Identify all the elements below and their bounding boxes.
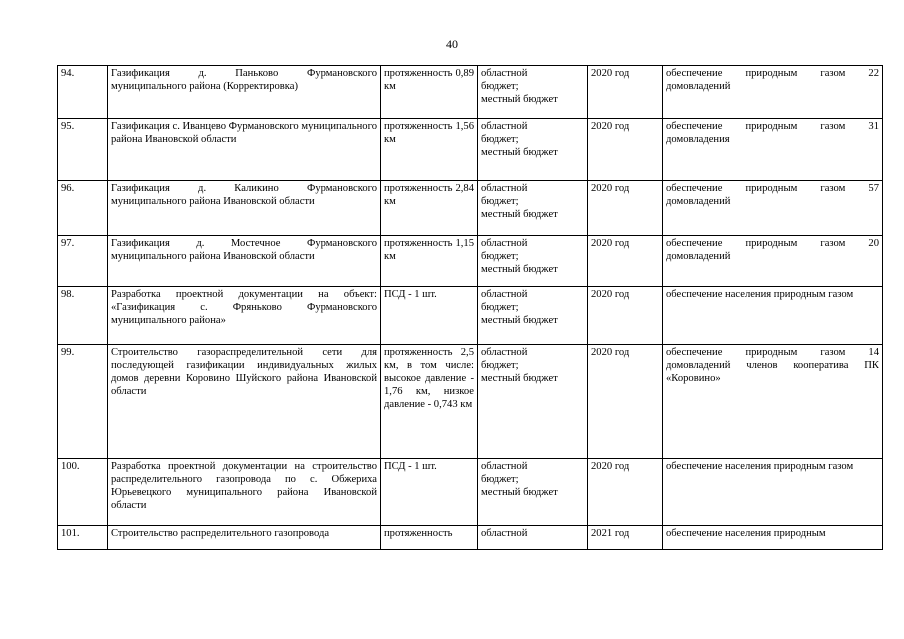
funding-source bbox=[478, 287, 588, 345]
activity-name: Газификация д. Паньково Фурмановского муниципального района (Корректировка) bbox=[108, 66, 381, 119]
row-number: 98. bbox=[58, 287, 108, 345]
activity-measure: протяженность 2,5 км, в том числе: высокое давление - 1,76 км, низкое давление - 0,743 км bbox=[381, 345, 478, 459]
funding-line: местный бюджет bbox=[481, 315, 558, 326]
funding-line: местный бюджет bbox=[481, 487, 558, 498]
funding-line: бюджет; bbox=[481, 196, 519, 207]
row-number: 101. bbox=[58, 526, 108, 550]
expected-result: обеспечение природным газом 22 домовладений bbox=[663, 66, 883, 119]
funding-line: областной bbox=[481, 183, 528, 194]
activity-year: 2020 год bbox=[588, 345, 663, 459]
funding-source bbox=[478, 119, 588, 181]
activity-name: Газификация д. Каликино Фурмановского муниципального района Ивановской области bbox=[108, 181, 381, 236]
row-number: 96. bbox=[58, 181, 108, 236]
funding-line: местный бюджет bbox=[481, 209, 558, 220]
row-number: 95. bbox=[58, 119, 108, 181]
funding-line: областной bbox=[481, 528, 528, 539]
row-number: 97. bbox=[58, 236, 108, 287]
funding-source bbox=[478, 526, 588, 550]
table-row bbox=[58, 236, 883, 287]
activity-name: Газификация д. Мостечное Фурмановского муниципального района Ивановской области bbox=[108, 236, 381, 287]
program-table bbox=[57, 65, 883, 550]
expected-result: обеспечение населения природным bbox=[663, 526, 883, 550]
funding-line: бюджет; bbox=[481, 302, 519, 313]
funding-line: областной bbox=[481, 68, 528, 79]
funding-line: местный бюджет bbox=[481, 373, 558, 384]
row-number: 94. bbox=[58, 66, 108, 119]
table-row bbox=[58, 66, 883, 119]
funding-line: областной bbox=[481, 347, 528, 358]
funding-line: областной bbox=[481, 238, 528, 249]
activity-name: Разработка проектной документации на строительство распределительного газопровода по с. Обжериха Юрьевецкого муниципального района Ивановской области bbox=[108, 459, 381, 526]
funding-line: областной bbox=[481, 121, 528, 132]
funding-line: бюджет; bbox=[481, 360, 519, 371]
activity-year: 2020 год bbox=[588, 459, 663, 526]
page-number: 40 bbox=[446, 37, 458, 51]
expected-result: обеспечение природным газом 31 домовладения bbox=[663, 119, 883, 181]
expected-result: обеспечение природным газом 14 домовладений членов кооператива ПК «Коровино» bbox=[663, 345, 883, 459]
expected-result: обеспечение природным газом 20 домовладений bbox=[663, 236, 883, 287]
funding-line: бюджет; bbox=[481, 134, 519, 145]
activity-measure: протяженность 1,56 км bbox=[381, 119, 478, 181]
funding-source bbox=[478, 459, 588, 526]
funding-source bbox=[478, 66, 588, 119]
expected-result: обеспечение населения природным газом bbox=[663, 287, 883, 345]
funding-line: бюджет; bbox=[481, 474, 519, 485]
table-row bbox=[58, 345, 883, 459]
table-row bbox=[58, 459, 883, 526]
funding-line: областной bbox=[481, 461, 528, 472]
activity-year: 2021 год bbox=[588, 526, 663, 550]
table-row bbox=[58, 287, 883, 345]
funding-line: местный бюджет bbox=[481, 94, 558, 105]
activity-measure: ПСД - 1 шт. bbox=[381, 287, 478, 345]
row-number: 99. bbox=[58, 345, 108, 459]
expected-result: обеспечение населения природным газом bbox=[663, 459, 883, 526]
funding-line: областной bbox=[481, 289, 528, 300]
activity-measure: протяженность 0,89 км bbox=[381, 66, 478, 119]
expected-result: обеспечение природным газом 57 домовладений bbox=[663, 181, 883, 236]
table-row bbox=[58, 119, 883, 181]
activity-year: 2020 год bbox=[588, 119, 663, 181]
funding-line: бюджет; bbox=[481, 81, 519, 92]
funding-source bbox=[478, 181, 588, 236]
activity-year: 2020 год bbox=[588, 66, 663, 119]
activity-name: Строительство распределительного газопровода bbox=[108, 526, 381, 550]
funding-line: местный бюджет bbox=[481, 147, 558, 158]
table-row bbox=[58, 526, 883, 550]
funding-source bbox=[478, 236, 588, 287]
activity-year: 2020 год bbox=[588, 236, 663, 287]
activity-name: Разработка проектной документации на объект: «Газификация с. Фряньково Фурмановского муниципального района» bbox=[108, 287, 381, 345]
activity-name: Газификация с. Иванцево Фурмановского муниципального района Ивановской области bbox=[108, 119, 381, 181]
row-number: 100. bbox=[58, 459, 108, 526]
activity-measure: протяженность 1,15 км bbox=[381, 236, 478, 287]
activity-measure: ПСД - 1 шт. bbox=[381, 459, 478, 526]
table-row bbox=[58, 181, 883, 236]
activity-name: Строительство газораспределительной сети для последующей газификации индивидуальных жилых домов деревни Коровино Шуйского района Ивановской области bbox=[108, 345, 381, 459]
funding-line: бюджет; bbox=[481, 251, 519, 262]
activity-measure: протяженность bbox=[381, 526, 478, 550]
activity-year: 2020 год bbox=[588, 287, 663, 345]
activity-measure: протяженность 2,84 км bbox=[381, 181, 478, 236]
funding-source bbox=[478, 345, 588, 459]
funding-line: местный бюджет bbox=[481, 264, 558, 275]
activity-year: 2020 год bbox=[588, 181, 663, 236]
